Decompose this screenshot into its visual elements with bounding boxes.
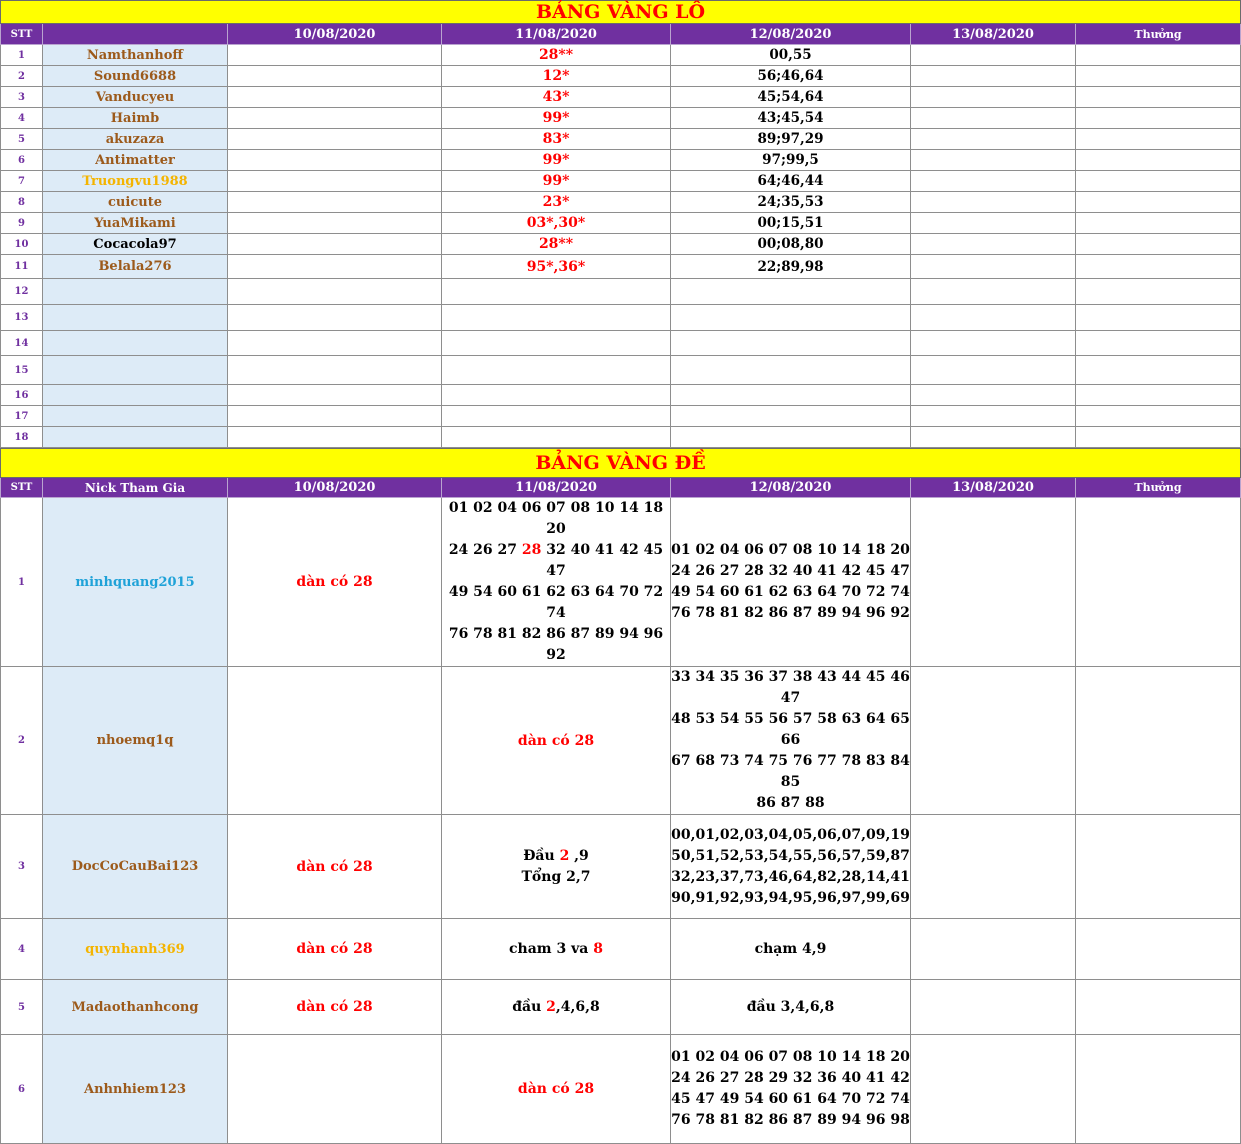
pick-cell-11[interactable]: đầu 2,4,6,8 xyxy=(442,980,671,1035)
cell[interactable] xyxy=(442,385,671,406)
cell[interactable] xyxy=(911,255,1076,279)
cell[interactable] xyxy=(911,213,1076,234)
stt-cell: 4 xyxy=(1,919,43,980)
stt-cell: 1 xyxy=(1,45,43,66)
result-cell[interactable]: 83* xyxy=(442,129,671,150)
number-line: 01 02 04 06 07 08 10 14 18 20 xyxy=(671,542,910,558)
cell[interactable] xyxy=(228,255,442,279)
pick-cell[interactable]: 56;46,64 xyxy=(671,66,911,87)
cell[interactable] xyxy=(228,406,442,427)
stt-cell: 4 xyxy=(1,108,43,129)
cell[interactable] xyxy=(911,385,1076,406)
table-row xyxy=(1,45,1241,66)
cell[interactable] xyxy=(1076,980,1241,1035)
pick-cell-10[interactable] xyxy=(228,667,442,815)
table-row xyxy=(1,213,1241,234)
pick-cell-11[interactable] xyxy=(442,498,671,667)
cell[interactable] xyxy=(1076,815,1241,919)
cell[interactable] xyxy=(1076,108,1241,129)
number-line: 33 34 35 36 37 38 43 44 45 46 47 xyxy=(671,669,910,706)
table-row xyxy=(1,356,1241,385)
cell[interactable] xyxy=(1076,305,1241,331)
table-row xyxy=(1,385,1241,406)
cell[interactable] xyxy=(911,667,1076,815)
header-date-13: 13/08/2020 xyxy=(911,24,1076,45)
number-line: 76 78 81 82 86 87 89 94 96 98 xyxy=(671,1112,910,1128)
cell[interactable] xyxy=(228,171,442,192)
cell[interactable] xyxy=(911,427,1076,448)
table-row xyxy=(1,129,1241,150)
stt-cell: 13 xyxy=(1,305,43,331)
cell[interactable] xyxy=(671,331,911,356)
header-date-10: 10/08/2020 xyxy=(228,478,442,498)
cell[interactable] xyxy=(228,385,442,406)
cell[interactable] xyxy=(228,213,442,234)
cell[interactable] xyxy=(228,108,442,129)
header-stt: STT xyxy=(1,478,43,498)
pick-cell-12[interactable]: đầu 3,4,6,8 xyxy=(671,980,911,1035)
stt-cell: 8 xyxy=(1,192,43,213)
cell[interactable] xyxy=(228,234,442,255)
table-row xyxy=(1,1035,1241,1144)
result-cell[interactable]: 03*,30* xyxy=(442,213,671,234)
cell[interactable] xyxy=(228,66,442,87)
cell[interactable] xyxy=(671,406,911,427)
cell[interactable] xyxy=(911,192,1076,213)
cell[interactable] xyxy=(911,406,1076,427)
table-row xyxy=(1,980,1241,1035)
stt-cell: 10 xyxy=(1,234,43,255)
cell[interactable] xyxy=(442,356,671,385)
number-line: Tổng 2,7 xyxy=(521,868,591,885)
nick-cell[interactable]: Antimatter xyxy=(43,150,228,171)
pick-cell-10[interactable]: dàn có 28 xyxy=(228,919,442,980)
cell[interactable] xyxy=(228,305,442,331)
cell[interactable] xyxy=(1076,385,1241,406)
pick-cell-12[interactable] xyxy=(671,815,911,919)
header-date-11: 11/08/2020 xyxy=(442,24,671,45)
cell[interactable] xyxy=(228,192,442,213)
pick-cell-12[interactable] xyxy=(671,1035,911,1144)
nick-cell[interactable]: Vanducyeu xyxy=(43,87,228,108)
table-row xyxy=(1,305,1241,331)
header-date-12: 12/08/2020 xyxy=(671,478,911,498)
cell[interactable] xyxy=(911,45,1076,66)
nick-cell[interactable]: Truongvu1988 xyxy=(43,171,228,192)
bang-vang-de-table xyxy=(0,448,1241,1144)
cell[interactable] xyxy=(911,919,1076,980)
number-line: 67 68 73 74 75 76 77 78 83 84 85 xyxy=(671,753,910,790)
table-row xyxy=(1,255,1241,279)
stt-cell: 2 xyxy=(1,667,43,815)
stt-cell: 7 xyxy=(1,171,43,192)
highlight-number: 28 xyxy=(521,542,542,558)
header-date-12: 12/08/2020 xyxy=(671,24,911,45)
result-cell[interactable]: 12* xyxy=(442,66,671,87)
cell[interactable] xyxy=(1076,129,1241,150)
nick-cell[interactable]: Cocacola97 xyxy=(43,234,228,255)
nick-cell[interactable] xyxy=(43,385,228,406)
cell[interactable] xyxy=(228,331,442,356)
stt-cell: 6 xyxy=(1,1035,43,1144)
cell[interactable] xyxy=(228,150,442,171)
cell[interactable] xyxy=(911,87,1076,108)
number-line: 24 26 27 28 29 32 36 40 41 42 xyxy=(671,1070,910,1086)
number-line: 90,91,92,93,94,95,96,97,99,69 xyxy=(671,889,910,906)
pick-cell[interactable]: 00;15,51 xyxy=(671,213,911,234)
number-line: 49 54 60 61 62 63 64 70 72 74 xyxy=(671,584,910,600)
cell[interactable] xyxy=(1076,192,1241,213)
table-row xyxy=(1,815,1241,919)
nick-cell[interactable]: DocCoCauBai123 xyxy=(43,815,228,919)
number-line: 45 47 49 54 60 61 64 70 72 74 xyxy=(671,1091,910,1107)
nick-cell[interactable]: minhquang2015 xyxy=(43,498,228,667)
pick-cell-11[interactable] xyxy=(442,815,671,919)
nick-cell[interactable]: quynhanh369 xyxy=(43,919,228,980)
table-row xyxy=(1,279,1241,305)
header-stt: STT xyxy=(1,24,43,45)
stt-cell: 6 xyxy=(1,150,43,171)
pick-cell[interactable]: 64;46,44 xyxy=(671,171,911,192)
cell[interactable] xyxy=(911,279,1076,305)
nick-cell[interactable]: Madaothanhcong xyxy=(43,980,228,1035)
cell[interactable] xyxy=(1076,356,1241,385)
cell[interactable] xyxy=(911,234,1076,255)
cell[interactable] xyxy=(1076,919,1241,980)
table-row xyxy=(1,919,1241,980)
nick-cell[interactable]: Namthanhoff xyxy=(43,45,228,66)
nick-cell[interactable] xyxy=(43,427,228,448)
bang-vang-lo-table xyxy=(0,0,1241,448)
cell[interactable] xyxy=(1076,255,1241,279)
stt-cell: 14 xyxy=(1,331,43,356)
number-line: 49 54 60 61 62 63 64 70 72 74 xyxy=(448,584,664,621)
nick-cell[interactable] xyxy=(43,279,228,305)
pick-cell-10[interactable]: dàn có 28 xyxy=(228,498,442,667)
nick-cell[interactable] xyxy=(43,331,228,356)
stt-cell: 17 xyxy=(1,406,43,427)
table-row xyxy=(1,234,1241,255)
cell[interactable] xyxy=(228,427,442,448)
header-date-11: 11/08/2020 xyxy=(442,478,671,498)
stt-cell: 5 xyxy=(1,129,43,150)
cell[interactable] xyxy=(911,1035,1076,1144)
pick-cell[interactable]: 22;89,98 xyxy=(671,255,911,279)
cell[interactable] xyxy=(911,108,1076,129)
number-line: 24 26 27 28 32 40 41 42 45 47 xyxy=(448,542,664,579)
cell[interactable] xyxy=(911,980,1076,1035)
pick-cell-11[interactable]: cham 3 va 8 xyxy=(442,919,671,980)
header-thuong: Thưởng xyxy=(1076,24,1241,45)
highlight-number: 8 xyxy=(593,940,603,957)
stt-cell: 12 xyxy=(1,279,43,305)
header-date-10: 10/08/2020 xyxy=(228,24,442,45)
nick-cell[interactable]: Sound6688 xyxy=(43,66,228,87)
cell[interactable] xyxy=(671,427,911,448)
cell[interactable] xyxy=(228,129,442,150)
cell[interactable] xyxy=(442,305,671,331)
result-cell[interactable]: 95*,36* xyxy=(442,255,671,279)
pick-cell-12[interactable] xyxy=(671,667,911,815)
table-row xyxy=(1,427,1241,448)
cell[interactable] xyxy=(911,305,1076,331)
stt-cell: 15 xyxy=(1,356,43,385)
cell[interactable] xyxy=(1076,331,1241,356)
table-row xyxy=(1,171,1241,192)
highlight-number: 2 xyxy=(559,847,570,864)
cell[interactable] xyxy=(1076,667,1241,815)
stt-cell: 3 xyxy=(1,815,43,919)
cell[interactable] xyxy=(911,150,1076,171)
cell[interactable] xyxy=(228,279,442,305)
cell[interactable] xyxy=(671,279,911,305)
cell[interactable] xyxy=(1076,150,1241,171)
nick-cell[interactable]: cuicute xyxy=(43,192,228,213)
table-row xyxy=(1,108,1241,129)
number-line: Đầu 2 ,9 xyxy=(523,847,589,864)
cell[interactable] xyxy=(228,87,442,108)
cell[interactable] xyxy=(911,331,1076,356)
cell[interactable] xyxy=(1076,279,1241,305)
stt-cell: 2 xyxy=(1,66,43,87)
number-line: 01 02 04 06 07 08 10 14 18 20 xyxy=(448,500,664,537)
pick-cell-10[interactable]: dàn có 28 xyxy=(228,815,442,919)
table-row xyxy=(1,66,1241,87)
table-row xyxy=(1,192,1241,213)
cell[interactable] xyxy=(911,129,1076,150)
header-nick xyxy=(43,24,228,45)
cell[interactable] xyxy=(911,66,1076,87)
number-line: 24 26 27 28 32 40 41 42 45 47 xyxy=(671,563,910,579)
pick-cell[interactable]: 89;97,29 xyxy=(671,129,911,150)
number-line: 76 78 81 82 86 87 89 94 96 92 xyxy=(671,605,910,621)
stt-cell: 1 xyxy=(1,498,43,667)
cell[interactable] xyxy=(228,356,442,385)
nick-cell[interactable] xyxy=(43,356,228,385)
stt-cell: 11 xyxy=(1,255,43,279)
stt-cell: 5 xyxy=(1,980,43,1035)
number-line: 50,51,52,53,54,55,56,57,59,87 xyxy=(671,847,910,864)
nick-cell[interactable]: Anhnhiem123 xyxy=(43,1035,228,1144)
stt-cell: 16 xyxy=(1,385,43,406)
cell[interactable] xyxy=(1076,234,1241,255)
number-line: 86 87 88 xyxy=(756,795,825,811)
number-line: 01 02 04 06 07 08 10 14 18 20 xyxy=(671,1049,910,1065)
result-cell[interactable]: 99* xyxy=(442,108,671,129)
result-cell[interactable]: 23* xyxy=(442,192,671,213)
result-cell[interactable]: 43* xyxy=(442,87,671,108)
pick-cell-11[interactable]: dàn có 28 xyxy=(442,1035,671,1144)
cell[interactable] xyxy=(671,356,911,385)
pick-cell-11[interactable]: dàn có 28 xyxy=(442,667,671,815)
header-thuong: Thưởng xyxy=(1076,478,1241,498)
cell[interactable] xyxy=(671,385,911,406)
stt-cell: 9 xyxy=(1,213,43,234)
cell[interactable] xyxy=(911,498,1076,667)
pick-cell[interactable]: 43;45,54 xyxy=(671,108,911,129)
pick-cell-10[interactable] xyxy=(228,1035,442,1144)
nick-cell[interactable]: akuzaza xyxy=(43,129,228,150)
de-title: BẢNG VÀNG ĐỀ xyxy=(1,449,1241,478)
cell[interactable] xyxy=(442,279,671,305)
nick-cell[interactable]: nhoemq1q xyxy=(43,667,228,815)
result-cell[interactable]: 99* xyxy=(442,150,671,171)
number-line: 76 78 81 82 86 87 89 94 96 92 xyxy=(448,626,664,663)
cell[interactable] xyxy=(1076,213,1241,234)
pick-cell[interactable]: 00,55 xyxy=(671,45,911,66)
cell[interactable] xyxy=(911,356,1076,385)
pick-cell-12[interactable] xyxy=(671,498,911,667)
nick-cell[interactable]: Haimb xyxy=(43,108,228,129)
cell[interactable] xyxy=(442,427,671,448)
cell[interactable] xyxy=(1076,427,1241,448)
number-line: 00,01,02,03,04,05,06,07,09,19 xyxy=(671,826,910,843)
pick-cell[interactable]: 00;08,80 xyxy=(671,234,911,255)
pick-cell[interactable]: 97;99,5 xyxy=(671,150,911,171)
number-line: 32,23,37,73,46,64,82,28,14,41 xyxy=(671,868,910,885)
result-cell[interactable]: 28** xyxy=(442,234,671,255)
table-row xyxy=(1,331,1241,356)
cell[interactable] xyxy=(1076,45,1241,66)
cell[interactable] xyxy=(1076,1035,1241,1144)
cell[interactable] xyxy=(1076,66,1241,87)
nick-cell[interactable] xyxy=(43,406,228,427)
header-nick: Nick Tham Gia xyxy=(43,478,228,498)
pick-cell-12[interactable]: chạm 4,9 xyxy=(671,919,911,980)
pick-cell-10[interactable]: dàn có 28 xyxy=(228,980,442,1035)
table-row xyxy=(1,667,1241,815)
cell[interactable] xyxy=(442,331,671,356)
result-cell[interactable]: 99* xyxy=(442,171,671,192)
cell[interactable] xyxy=(228,45,442,66)
stt-cell: 18 xyxy=(1,427,43,448)
cell[interactable] xyxy=(671,305,911,331)
table-row xyxy=(1,406,1241,427)
table-row xyxy=(1,87,1241,108)
cell[interactable] xyxy=(442,406,671,427)
cell[interactable] xyxy=(1076,171,1241,192)
stt-cell: 3 xyxy=(1,87,43,108)
cell[interactable] xyxy=(911,171,1076,192)
highlight-number: 2 xyxy=(546,998,556,1015)
result-cell[interactable]: 28** xyxy=(442,45,671,66)
table-row xyxy=(1,150,1241,171)
pick-cell[interactable]: 45;54,64 xyxy=(671,87,911,108)
cell[interactable] xyxy=(1076,498,1241,667)
nick-cell[interactable]: YuaMikami xyxy=(43,213,228,234)
header-date-13: 13/08/2020 xyxy=(911,478,1076,498)
nick-cell[interactable] xyxy=(43,305,228,331)
cell[interactable] xyxy=(911,815,1076,919)
cell[interactable] xyxy=(1076,406,1241,427)
number-line: 48 53 54 55 56 57 58 63 64 65 66 xyxy=(671,711,910,748)
pick-cell[interactable]: 24;35,53 xyxy=(671,192,911,213)
cell[interactable] xyxy=(1076,87,1241,108)
nick-cell[interactable]: Belala276 xyxy=(43,255,228,279)
lo-title: BẢNG VÀNG LÔ xyxy=(1,1,1241,24)
table-row xyxy=(1,498,1241,667)
